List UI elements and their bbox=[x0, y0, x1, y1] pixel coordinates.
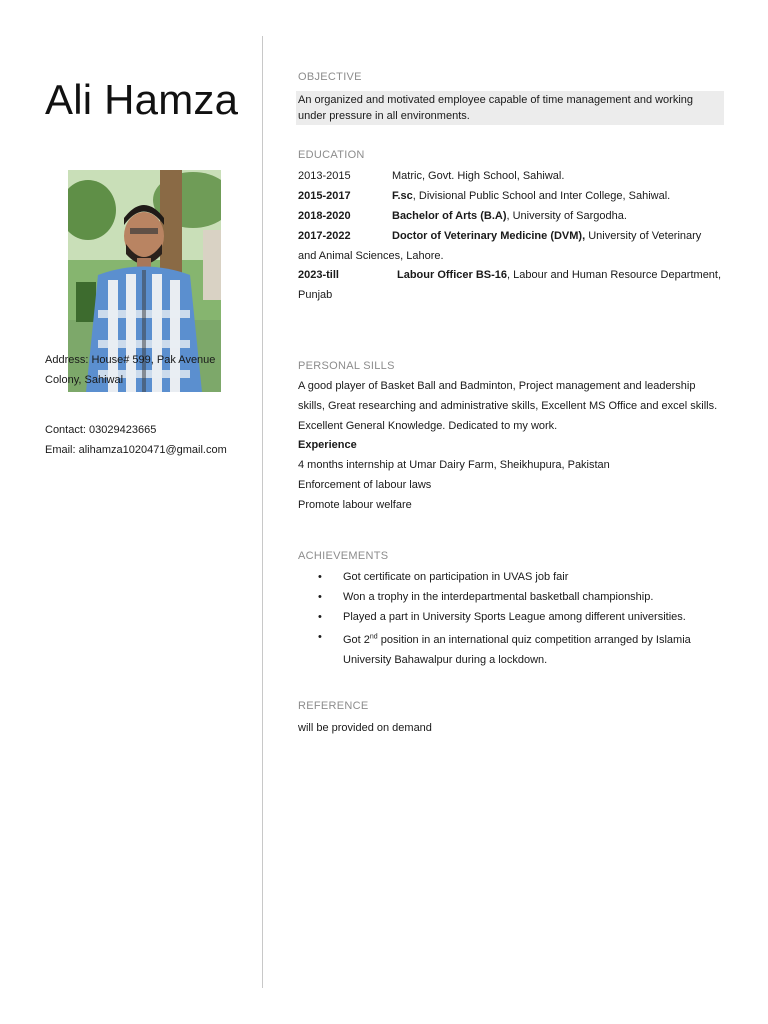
education-year: 2023-till bbox=[298, 269, 339, 281]
reference-text: will be provided on demand bbox=[298, 722, 432, 734]
education-degree: Labour Officer BS-16 bbox=[397, 269, 508, 281]
bullet-icon: • bbox=[318, 631, 322, 643]
list-item bbox=[298, 607, 722, 627]
education-year: 2013-2015 bbox=[298, 170, 351, 182]
education-year: 2015-2017 bbox=[298, 190, 351, 202]
achievement-text: Got certificate on participation in UVAS job fair bbox=[343, 571, 569, 583]
experience-item: 4 months internship at Umar Dairy Farm, Sheikhupura, Pakistan bbox=[298, 459, 610, 471]
reference-heading: REFERENCE bbox=[298, 700, 369, 712]
education-row bbox=[298, 206, 722, 226]
education-row bbox=[298, 166, 722, 186]
achievement-text: Won a trophy in the interdepartmental basketball championship. bbox=[343, 591, 654, 603]
achievement-text: Got 2nd position in an international quiz competition arranged by Islamia University Bahawalpur during a lockdown. bbox=[343, 633, 691, 666]
experience-item: Enforcement of labour laws bbox=[298, 479, 432, 491]
education-detail: , Labour and Human Resource Department, Punjab bbox=[298, 269, 722, 301]
experience-heading: Experience bbox=[298, 439, 357, 451]
phone-number: Contact: 03029423665 bbox=[45, 424, 157, 436]
education-degree: Bachelor of Arts (B.A) bbox=[392, 210, 507, 222]
candidate-name: Ali Hamza bbox=[45, 76, 239, 123]
education-detail: , Divisional Public School and Inter College, Sahiwal. bbox=[412, 190, 671, 202]
education-degree: Doctor of Veterinary Medicine (DVM), bbox=[392, 230, 586, 242]
list-item bbox=[298, 627, 722, 670]
education-heading: EDUCATION bbox=[298, 149, 365, 161]
column-divider bbox=[262, 36, 263, 988]
achievements-heading: ACHIEVEMENTS bbox=[298, 550, 389, 562]
skills-text: A good player of Basket Ball and Badminton, Project management and leadership skills, Great researching and administrative skills, Excellent MS Office and excel skills. Excellent General Knowledge. Dedicated to my work. bbox=[298, 380, 718, 432]
email-address: Email: alihamza1020471@gmail.com bbox=[45, 444, 227, 456]
list-item bbox=[298, 587, 722, 607]
bullet-icon: • bbox=[318, 571, 322, 583]
bullet-icon: • bbox=[318, 591, 322, 603]
list-item bbox=[298, 567, 722, 587]
objective-text: An organized and motivated employee capable of time management and working under pressure in all environments. bbox=[296, 91, 724, 125]
objective-heading: OBJECTIVE bbox=[298, 71, 362, 83]
education-year: 2018-2020 bbox=[298, 210, 351, 222]
skills-heading: PERSONAL SILLS bbox=[298, 360, 395, 372]
achievements-list bbox=[298, 567, 722, 670]
achievement-text: Played a part in University Sports League among different universities. bbox=[343, 611, 686, 623]
education-year: 2017-2022 bbox=[298, 230, 351, 242]
education-detail: Matric, Govt. High School, Sahiwal. bbox=[392, 170, 565, 182]
education-row bbox=[298, 265, 722, 305]
education-degree: F.sc bbox=[392, 190, 413, 202]
bullet-icon: • bbox=[318, 611, 322, 623]
education-row bbox=[298, 226, 722, 266]
experience-item: Promote labour welfare bbox=[298, 499, 412, 511]
education-detail: , University of Sargodha. bbox=[506, 210, 627, 222]
address: Address: House# 599, Pak Avenue Colony, Sahiwal bbox=[45, 354, 216, 386]
education-row bbox=[298, 186, 722, 206]
education-detail: University of Veterinary and Animal Sciences, Lahore. bbox=[298, 230, 702, 262]
